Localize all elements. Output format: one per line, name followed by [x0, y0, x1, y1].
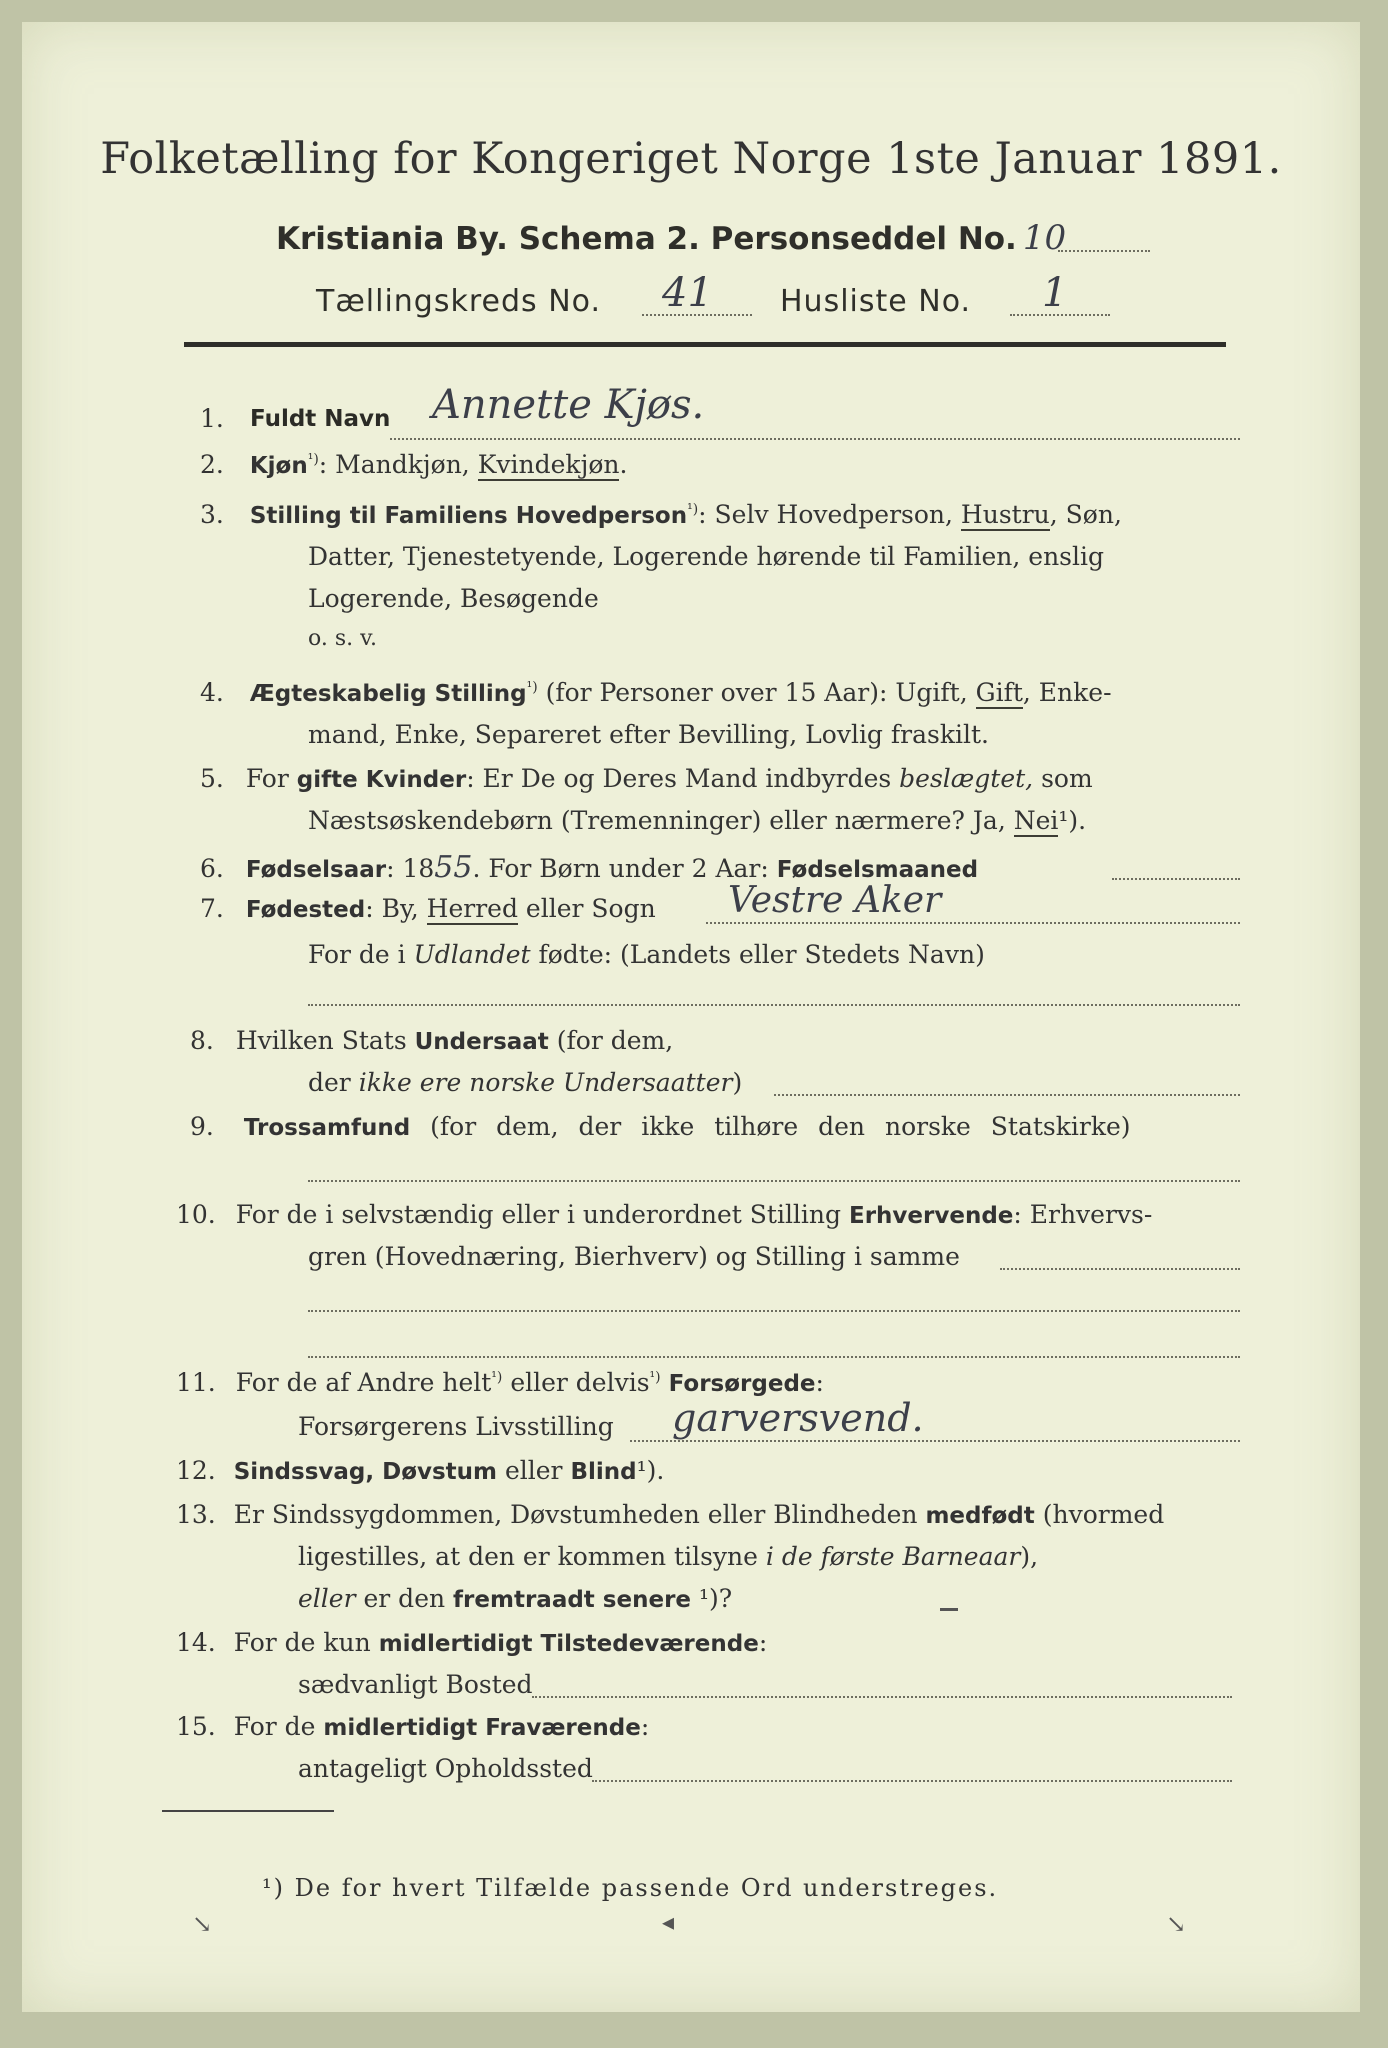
q13-line2-b: ),	[1020, 1542, 1039, 1571]
q12-row	[176, 1456, 664, 1485]
q4-label: Ægteskabelig Stilling	[249, 681, 527, 707]
q13-text-a: Er Sindssygdommen, Døvstumheden eller Blindheden	[233, 1500, 926, 1529]
q7-label: Fødested	[245, 897, 366, 923]
q14-number: 14.	[176, 1628, 216, 1657]
q13-line3-a: er den	[355, 1584, 454, 1613]
footnote-text: ¹) De for hvert Tilfælde passende Ord understreges.	[262, 1874, 999, 1902]
q13-text-b: (hvormed	[1034, 1500, 1165, 1529]
q13-line3-italic: eller	[298, 1584, 356, 1613]
q11-text-b: eller delvis	[502, 1368, 650, 1397]
q10-dotline-3	[308, 1356, 1240, 1358]
q14-dotline	[532, 1696, 1232, 1698]
q8-dotline	[774, 1094, 1240, 1096]
q10-dotline-2	[308, 1310, 1240, 1312]
q9-text: (for dem, der ikke tilhøre den norske Statskirke)	[410, 1112, 1131, 1141]
q1-number: 1.	[200, 404, 224, 433]
q5-number: 5.	[200, 764, 224, 793]
q6-dotline	[1112, 878, 1240, 880]
q6-year-value: 55	[434, 850, 473, 885]
q10-number: 10.	[176, 1200, 216, 1229]
q5-line2-row	[308, 806, 1086, 835]
q15-dotline	[592, 1780, 1232, 1782]
q9-label: Trossamfund	[243, 1115, 411, 1141]
q9-dotline	[308, 1180, 1240, 1182]
husliste-label: Husliste No.	[780, 284, 972, 319]
q7-number: 7.	[200, 894, 224, 923]
husliste-number: 1	[1042, 270, 1068, 316]
q6-text-a: : 18	[386, 854, 435, 883]
q7-dotline	[706, 922, 1240, 924]
q2-row	[200, 450, 627, 479]
center-mark: ◂	[662, 1908, 675, 1936]
q13-label: medfødt	[925, 1503, 1035, 1529]
q7-selected-herred: Herred	[426, 894, 518, 923]
header-rule	[184, 342, 1226, 347]
personseddel-dotline	[1058, 250, 1150, 252]
q2-selected-kvindekjon: Kvindekjøn	[477, 450, 620, 479]
kreds-label: Tællingskreds No.	[316, 284, 601, 319]
personseddel-number: 10	[1022, 218, 1067, 258]
q15-label: midlertidigt Fraværende	[323, 1715, 641, 1741]
q7-row	[200, 894, 656, 923]
q8-text-a: Hvilken Stats	[235, 1026, 415, 1055]
q15-text-a: For de	[233, 1712, 324, 1741]
schema-line-text: Kristiania By. Schema 2. Personseddel No.	[276, 221, 1017, 257]
q7-text-b: eller Sogn	[517, 894, 656, 923]
kreds-number: 41	[662, 270, 713, 316]
q13-label2: fremtraadt senere	[453, 1587, 692, 1613]
q10-text-a: For de i selvstændig eller i underordnet Stilling	[235, 1200, 849, 1229]
q14-row	[176, 1628, 767, 1657]
q10-line2: gren (Hovednæring, Bierhverv) og Stilling i samme	[308, 1242, 960, 1271]
q3-text-b: , Søn,	[1049, 500, 1122, 529]
q4-sup: ¹)	[526, 679, 538, 696]
q12-label2: Blind	[570, 1459, 637, 1485]
q8-label: Undersaat	[414, 1029, 549, 1055]
q13-row	[176, 1500, 1164, 1529]
q13-line2-italic: i de første Barneaar	[765, 1542, 1021, 1571]
q11-dotline	[630, 1440, 1240, 1442]
q11-sup: ¹)	[491, 1369, 503, 1386]
q15-row	[176, 1712, 649, 1741]
q6-text-b: . For Børn under 2 Aar:	[472, 854, 777, 883]
q3-label: Stilling til Familiens Hovedperson	[249, 503, 688, 529]
corner-mark-left: ↘	[192, 1910, 213, 1938]
corner-mark-right: ↘	[1166, 1910, 1187, 1938]
q11-line2: Forsørgerens Livsstilling	[298, 1412, 614, 1441]
q13-dash-mark	[940, 1608, 958, 1611]
q1-name-value: Annette Kjøs.	[432, 382, 705, 428]
q4-selected-gift: Gift	[975, 678, 1023, 707]
q5-label: gifte Kvinder	[296, 767, 467, 793]
q12-number: 12.	[176, 1456, 216, 1485]
q4-line2: mand, Enke, Separeret efter Bevilling, Lovlig fraskilt.	[308, 720, 989, 749]
q8-row	[190, 1026, 673, 1055]
q7-text-a: : By,	[365, 894, 427, 923]
q10-dotline-1	[1000, 1268, 1240, 1270]
q9-row	[190, 1112, 1131, 1141]
q11-row	[176, 1368, 824, 1397]
q11-label: Forsørgede	[660, 1371, 816, 1397]
q13-line3-row	[298, 1584, 732, 1613]
q14-text-a: For de kun	[233, 1628, 379, 1657]
q13-line2-a: ligestilles, at den er kommen tilsyne	[298, 1542, 766, 1571]
q3-line4: o. s. v.	[308, 626, 377, 651]
q2-label: Kjøn	[249, 453, 308, 479]
q5-text-b: : Er De og Deres Mand indbyrdes	[466, 764, 900, 793]
q12-label: Sindssvag, Døvstum	[233, 1459, 498, 1485]
q13-line2-row	[298, 1542, 1038, 1571]
q12-end: ¹).	[636, 1456, 665, 1485]
q8-line2-a: der	[308, 1068, 359, 1097]
census-form-sheet	[22, 22, 1360, 2012]
q6-label: Fødselsaar	[245, 857, 387, 883]
q11-end: :	[815, 1368, 824, 1397]
q3-number: 3.	[200, 500, 224, 529]
q15-number: 15.	[176, 1712, 216, 1741]
q11-occupation-value: garversvend.	[672, 1396, 924, 1440]
q1-dotline	[390, 438, 1240, 440]
q8-line2-italic: ikke ere norske Undersaatter	[358, 1068, 733, 1097]
q1-label: Fuldt Navn	[250, 406, 391, 432]
q8-text-b: (for dem,	[548, 1026, 674, 1055]
husliste-dotline	[1010, 314, 1110, 316]
q11-text-a: For de af Andre helt	[235, 1368, 492, 1397]
q5-row	[200, 764, 1093, 793]
q4-number: 4.	[200, 678, 224, 707]
form-title: Folketælling for Kongeriget Norge 1ste Januar 1891.	[100, 134, 1282, 184]
q15-end: :	[640, 1712, 650, 1741]
q15-line2: antageligt Opholdssted	[298, 1754, 593, 1783]
q6-label2: Fødselsmaaned	[776, 857, 979, 883]
q3-text-a: : Selv Hovedperson,	[698, 500, 961, 529]
q2-text: : Mandkjøn,	[318, 450, 478, 479]
q5-italic: beslægtet,	[899, 764, 1034, 793]
q8-line2-row	[308, 1068, 742, 1097]
q5-selected-nei: Nei	[1013, 806, 1059, 835]
q11-sup2: ¹)	[649, 1369, 661, 1386]
q10-row	[176, 1200, 1152, 1229]
q3-line2: Datter, Tjenestetyende, Logerende hørende til Familien, enslig	[308, 542, 1105, 571]
q3-selected-hustru: Hustru	[960, 500, 1050, 529]
q5-text-c: som	[1033, 764, 1093, 793]
q2-number: 2.	[200, 450, 224, 479]
q7-line2-a: For de i	[308, 940, 414, 969]
q8-number: 8.	[190, 1026, 214, 1055]
q14-end: :	[758, 1628, 768, 1657]
q3-line3: Logerende, Besøgende	[308, 584, 599, 613]
q3-row	[200, 500, 1122, 529]
q13-line3-b: ¹)?	[691, 1584, 733, 1613]
q10-label: Erhvervende	[848, 1203, 1014, 1229]
q14-label: midlertidigt Tilstedeværende	[378, 1631, 759, 1657]
q5-line2: Næstsøskendebørn (Tremenninger) eller nærmere? Ja,	[308, 806, 1014, 835]
q4-text-b: , Enke-	[1022, 678, 1112, 707]
q8-line2-b: )	[732, 1068, 743, 1097]
q2-sup: ¹)	[307, 451, 319, 468]
q7-line2-row	[308, 940, 985, 969]
q3-sup: ¹)	[687, 501, 699, 518]
q12-text-a: eller	[497, 1456, 571, 1485]
q7-birthplace-value: Vestre Aker	[728, 880, 942, 921]
q5-end: ¹).	[1058, 806, 1087, 835]
q4-row	[200, 678, 1112, 707]
footnote-rule	[162, 1810, 334, 1812]
q7-line2-italic: Udlandet	[413, 940, 531, 969]
q14-line2: sædvanligt Bosted	[298, 1670, 533, 1699]
kreds-dotline	[642, 314, 752, 316]
q4-text-a: (for Personer over 15 Aar): Ugift,	[537, 678, 976, 707]
q7-blank-dotline	[308, 1004, 1240, 1006]
q6-number: 6.	[200, 854, 224, 883]
q13-number: 13.	[176, 1500, 216, 1529]
q5-text-a: For	[245, 764, 297, 793]
q9-number: 9.	[190, 1112, 214, 1141]
q7-line2-b: fødte: (Landets eller Stedets Navn)	[530, 940, 985, 969]
schema-line	[276, 218, 1066, 258]
q10-text-b: : Erhvervs-	[1013, 1200, 1153, 1229]
q2-end: .	[619, 450, 628, 479]
q11-number: 11.	[176, 1368, 216, 1397]
